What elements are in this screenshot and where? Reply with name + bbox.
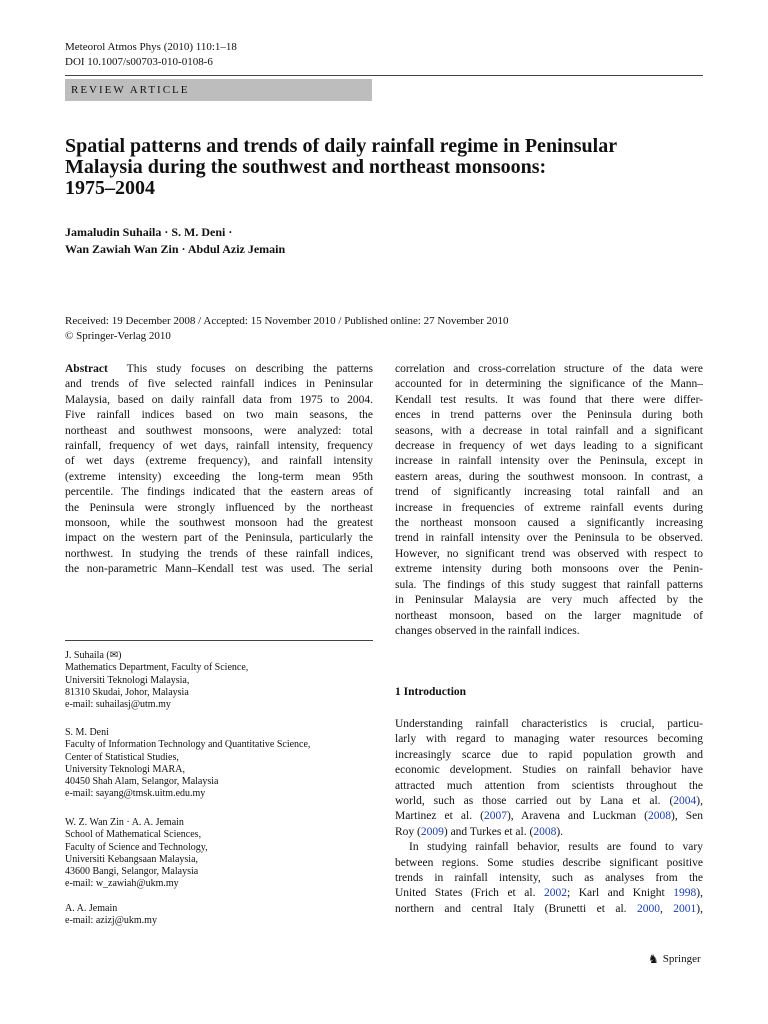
title-line: 1975–2004 (65, 177, 155, 199)
abstract-line: extreme intensity during both monsoons over the Penin- (395, 563, 703, 576)
affiliation-line: Center of Statistical Studies, (65, 751, 179, 763)
abstract-column-left (65, 362, 373, 578)
abstract-line: northeast and southwest monsoons, were analyzed: total (65, 424, 373, 437)
abstract-line: the non-parametric Mann–Kendall test was used. The serial (65, 563, 373, 576)
journal-volume: Meteorol Atmos Phys (2010) 110:1–18 (65, 41, 237, 53)
email-link[interactable]: e-mail: sayang@tmsk.uitm.edu.my (65, 788, 206, 800)
paper-title (65, 136, 705, 199)
abstract-line: impact on the western part of the Peninsula, particularly the (65, 532, 373, 545)
body-line (395, 886, 703, 901)
citation-link[interactable]: 2000 (636, 902, 660, 915)
abstract-line: percentile. The findings indicated that the eastern areas of (65, 486, 373, 499)
citation-link[interactable]: 2001 (673, 902, 697, 915)
text-run: northern and central Italy (Brunetti et al. (395, 902, 637, 915)
text-run: , (659, 902, 674, 915)
article-type-label: REVIEW ARTICLE (71, 84, 190, 96)
abstract-line: However, no significant trend was observed with respect to (395, 547, 703, 560)
abstract-line: rainfall, frequency of wet days, rainfall intensity, frequency (65, 440, 373, 453)
affiliation-deni (65, 727, 310, 801)
abstract-line: trend of significantly increasing total rainfall and an (395, 486, 703, 499)
abstract-line: Malaysia, based on daily rainfall data from 1975 to 2004. (65, 393, 373, 406)
abstract-line: trend in rainfall intensity over the Peninsula to be observed. (395, 532, 703, 545)
body-line (395, 794, 703, 809)
affiliation-line: W. Z. Wan Zin · A. A. Jemain (65, 817, 184, 828)
journal-citation (65, 40, 237, 70)
email-link[interactable]: e-mail: azizj@ukm.my (65, 915, 157, 927)
citation-link[interactable]: 2004 (673, 795, 697, 808)
body-line: larly with regard to managing water resources becoming (395, 733, 703, 746)
abstract-line: ences in trend patterns over the Peninsula during both (395, 409, 703, 422)
affiliation-line: 43600 Bangi, Selangor, Malaysia (65, 866, 199, 878)
abstract-line: monsoon, while the southwest monsoon had the greatest (65, 517, 373, 530)
abstract-first-line: This study focuses on describing the patterns (126, 363, 373, 375)
citation-link[interactable]: 2009 (420, 825, 444, 838)
affiliation-rule (65, 640, 373, 641)
body-line: In studying rainfall behavior, results are found to vary (409, 841, 703, 854)
abstract-line: decrease in frequency of wet days leading to a significant (395, 440, 703, 453)
body-line: increasingly scarce due to rapid population growth and (395, 748, 703, 761)
citation-link[interactable]: 2007 (483, 810, 507, 823)
affiliation-line: Universiti Kebangsaan Malaysia, (65, 853, 199, 865)
citation-link[interactable]: 2002 (543, 887, 567, 900)
abstract-line: northeast monsoon, based on the larger magnitude of (395, 609, 703, 622)
affiliation-line: Mathematics Department, Faculty of Science, (65, 662, 249, 674)
abstract-line: changes observed in the rainfall indices. (395, 624, 580, 637)
body-line: between regions. Some studies describe significant positive (395, 856, 703, 869)
abstract-line: of wet days (extreme frequency), and rainfall intensity (65, 455, 373, 468)
article-type-band (65, 79, 372, 101)
abstract-line (65, 362, 373, 377)
affiliation-line: J. Suhaila (✉) (65, 650, 122, 661)
title-line: Spatial patterns and trends of daily rainfall regime in Peninsular (65, 135, 618, 157)
text-run: ; Karl and Knight (566, 887, 674, 900)
email-link[interactable]: e-mail: w_zawiah@ukm.my (65, 878, 179, 890)
text-run: ), Aravena and Luckman ( (506, 810, 648, 823)
publisher-logo (648, 952, 701, 966)
abstract-line: increase in rainfall intensity over the Peninsula, except in (395, 455, 703, 468)
text-run: ), (696, 795, 703, 808)
abstract-line: eastern areas, during the southwest monsoon. In contrast, a (395, 470, 703, 483)
abstract-line: seasons, with a decrease in total rainfall and a significant (395, 424, 703, 437)
abstract-line: Five rainfall indices based on two main seasons, the (65, 409, 373, 422)
section-heading-introduction: 1 Introduction (395, 686, 467, 698)
text-run: Roy ( (395, 825, 421, 838)
affiliation-wanzin-jemain (65, 817, 208, 891)
citation-link[interactable]: 2008 (647, 810, 671, 823)
text-run: ), (696, 887, 703, 900)
text-run: Martinez et al. ( (395, 810, 484, 823)
author-list (65, 224, 285, 258)
author-line: Wan Zawiah Wan Zin · Abdul Aziz Jemain (65, 242, 286, 256)
springer-horse-icon: ♞ (648, 952, 659, 966)
citation-link[interactable]: 2008 (533, 825, 557, 838)
text-run: ). (556, 825, 564, 838)
text-run: ), Sen (670, 810, 703, 823)
publication-dates (65, 314, 509, 344)
abstract-line: increase in frequencies of extreme rainfall events during (395, 501, 703, 514)
affiliation-line: University Teknologi MARA, (65, 763, 185, 775)
abstract-line: correlation and cross-correlation structure of the data were (395, 363, 703, 375)
email-link[interactable]: e-mail: suhailasj@utm.my (65, 699, 171, 711)
text-run: world, such as those carried out by Lana et al. ( (395, 795, 674, 808)
abstract-column-right (395, 362, 703, 639)
body-line (395, 809, 703, 824)
abstract-line: (extreme intensity) exceeding the long-term mean 95th (65, 470, 373, 483)
doi-line: DOI 10.1007/s00703-010-0108-6 (65, 56, 213, 68)
body-line: attracted much attention from scientists throughout the (395, 779, 703, 792)
text-run: ), (696, 902, 703, 915)
affiliation-line: 81310 Skudai, Johor, Malaysia (65, 686, 189, 698)
abstract-line: Kendall test results. It was found that there were differ- (395, 393, 703, 406)
abstract-line: and trends of five selected rainfall indices in Peninsular (65, 378, 373, 391)
body-line: economic development. Studies on rainfall behavior have (395, 764, 703, 777)
introduction-body (395, 717, 703, 917)
body-line (395, 902, 703, 917)
abstract-label: Abstract (65, 363, 108, 375)
copyright-line: © Springer-Verlag 2010 (65, 330, 171, 342)
received-accepted-line: Received: 19 December 2008 / Accepted: 15 November 2010 / Published online: 27 November 2010 (65, 315, 509, 327)
abstract-line: accounted for in determining the significance of the Mann– (395, 378, 703, 391)
affiliation-line: Universiti Teknologi Malaysia, (65, 674, 190, 686)
text-run: United States (Frich et al. (395, 887, 544, 900)
publisher-name: Springer (662, 953, 701, 965)
body-line: trends in rainfall intensity, such as analyses from the (395, 872, 703, 885)
header-rule (65, 75, 703, 76)
body-line: Understanding rainfall characteristics is crucial, particu- (395, 718, 703, 730)
abstract-line: northwest. In studying the trends of these rainfall indices, (65, 547, 373, 560)
affiliation-line: 40450 Shah Alam, Selangor, Malaysia (65, 776, 219, 788)
affiliation-jemain (65, 903, 157, 928)
body-line (395, 825, 703, 840)
abstract-line: sula. The findings of this study suggest that rainfall patterns (395, 578, 703, 591)
title-line: Malaysia during the southwest and northeast monsoons: (65, 156, 547, 178)
author-line: Jamaludin Suhaila · S. M. Deni · (65, 225, 233, 239)
abstract-line: the northeast monsoon caused a significantly increasing (395, 517, 703, 530)
citation-link[interactable]: 1998 (673, 887, 697, 900)
abstract-line: the Peninsula were strongly influenced by the northeast (65, 501, 373, 514)
affiliation-line: School of Mathematical Sciences, (65, 829, 202, 841)
affiliation-suhaila (65, 650, 248, 711)
affiliation-line: Faculty of Information Technology and Quantitative Science, (65, 739, 311, 751)
abstract-line: in Peninsular Malaysia are very much affected by the (395, 594, 703, 607)
affiliation-line: Faculty of Science and Technology, (65, 841, 208, 853)
affiliation-line: A. A. Jemain (65, 903, 118, 914)
text-run: ) and Turkes et al. ( (443, 825, 534, 838)
affiliation-line: S. M. Deni (65, 727, 109, 738)
